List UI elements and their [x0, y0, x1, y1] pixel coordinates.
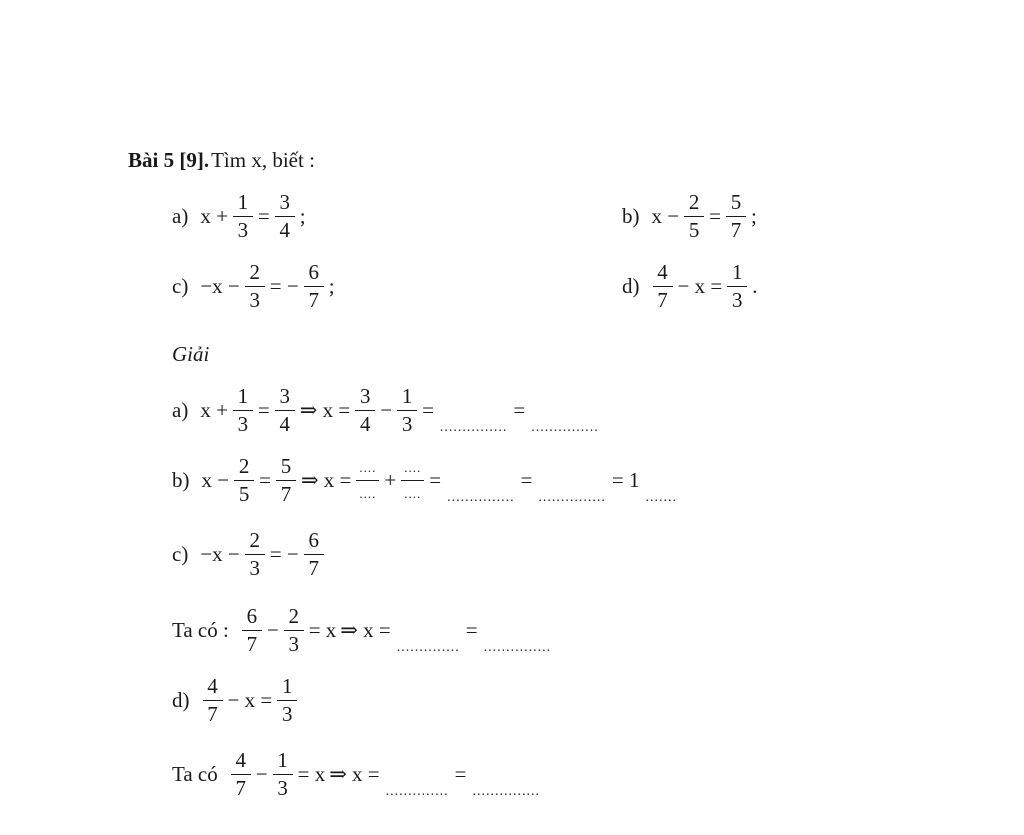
problem-d	[622, 262, 759, 311]
problem-c-label: c)	[172, 274, 189, 298]
exercise-label: Bài 5 [9].	[128, 148, 210, 172]
fraction	[242, 606, 262, 655]
denominator: 7	[235, 776, 247, 800]
fraction	[397, 386, 417, 435]
fraction	[233, 386, 253, 435]
numerator: 1	[273, 750, 293, 775]
expr-term: x +	[200, 398, 228, 422]
denominator: 7	[308, 288, 319, 312]
solution-d-step	[172, 750, 544, 799]
fraction	[653, 262, 673, 311]
fraction	[727, 262, 747, 311]
answer-blank[interactable]: ...............	[447, 490, 515, 505]
numerator: 1	[233, 386, 253, 411]
blank-fraction[interactable]	[356, 461, 379, 500]
equals-sign: =	[429, 468, 442, 492]
numerator: 6	[242, 606, 262, 631]
denominator: 7	[280, 482, 292, 506]
expr-term: −x −	[200, 274, 240, 298]
ta-co-label: Ta có :	[172, 618, 229, 642]
fraction	[245, 262, 265, 311]
equals-x: = x	[308, 618, 337, 642]
solution-d	[172, 676, 300, 725]
numerator: 3	[275, 192, 295, 217]
fraction	[284, 606, 304, 655]
punctuation: ;	[750, 204, 757, 228]
solution-c-label: c)	[172, 542, 189, 566]
expr-term: x −	[201, 468, 230, 492]
fraction	[233, 192, 253, 241]
denominator: 4	[279, 218, 291, 242]
problem-c	[172, 262, 337, 311]
numerator: 3	[275, 386, 295, 411]
equals-sign: =	[257, 398, 270, 422]
fraction	[277, 676, 297, 725]
expr-term: x −	[651, 204, 680, 228]
numerator: 5	[276, 456, 296, 481]
fraction	[276, 456, 296, 505]
numerator: 2	[245, 530, 265, 555]
denominator: 3	[401, 412, 413, 436]
denominator: 7	[657, 288, 668, 312]
punctuation: .	[752, 274, 758, 298]
equals-one: = 1	[611, 468, 640, 492]
fraction	[203, 676, 223, 725]
denominator: 3	[237, 218, 249, 242]
expr-term: − x =	[227, 688, 273, 712]
solution-d-label: d)	[172, 688, 190, 712]
solution-a	[172, 386, 603, 435]
implies-expr: ⇒ x =	[329, 762, 380, 786]
numerator: 2	[684, 192, 704, 217]
answer-blank[interactable]: ..............	[396, 640, 460, 655]
numerator: 6	[304, 262, 324, 287]
numerator: 1	[277, 676, 297, 701]
problem-a	[172, 192, 308, 241]
fraction	[726, 192, 746, 241]
equals-x: = x	[297, 762, 326, 786]
answer-blank[interactable]: ...............	[531, 420, 599, 435]
problem-a-label: a)	[172, 204, 189, 228]
denominator: 3	[281, 702, 293, 726]
denominator: 3	[249, 556, 261, 580]
answer-blank[interactable]: ...............	[483, 640, 552, 655]
ta-co-label: Ta có	[172, 762, 218, 786]
numerator: 4	[653, 262, 673, 287]
equals-sign: =	[422, 398, 434, 422]
solution-title: Giải	[172, 342, 210, 366]
numerator: 1	[233, 192, 253, 217]
expr-term: −x −	[200, 542, 240, 566]
denominator: 7	[207, 702, 218, 726]
answer-blank[interactable]: ...............	[538, 490, 606, 505]
solution-b-label: b)	[172, 468, 190, 492]
denominator: 7	[246, 632, 258, 656]
fraction	[304, 530, 324, 579]
fraction	[231, 750, 251, 799]
denominator: ....	[404, 486, 422, 501]
numerator: 1	[397, 386, 417, 411]
equals-sign: =	[465, 618, 478, 642]
equals-sign: =	[513, 398, 526, 422]
implies-expr: ⇒ x =	[299, 398, 351, 422]
denominator: 4	[279, 412, 291, 436]
numerator: 2	[234, 456, 254, 481]
denominator: 3	[277, 776, 288, 800]
minus-sign: −	[380, 398, 393, 422]
equals-sign: =	[520, 468, 533, 492]
solution-b	[172, 456, 681, 505]
problem-b-label: b)	[622, 204, 640, 228]
answer-blank[interactable]: ..............	[385, 784, 449, 799]
expr-term: x +	[200, 204, 228, 228]
solution-a-label: a)	[172, 398, 189, 422]
fraction	[275, 192, 295, 241]
equals-sign: =	[454, 762, 467, 786]
problem-d-label: d)	[622, 274, 640, 298]
minus-sign: −	[255, 762, 268, 786]
equals-sign: =	[257, 204, 270, 228]
implies-expr: ⇒ x =	[300, 468, 352, 492]
equals-sign: = −	[269, 542, 299, 566]
punctuation: ;	[299, 204, 306, 228]
numerator: 2	[245, 262, 265, 287]
denominator: 7	[730, 218, 742, 242]
numerator: 3	[355, 386, 375, 411]
plus-sign: +	[384, 468, 397, 492]
solution-c-step	[172, 606, 555, 655]
exercise-instruction: Tìm x, biết :	[211, 148, 315, 172]
fraction	[234, 456, 254, 505]
numerator: ....	[356, 461, 379, 481]
denominator: ....	[359, 486, 377, 501]
blank-fraction[interactable]	[401, 461, 424, 500]
fraction	[275, 386, 295, 435]
fraction	[355, 386, 375, 435]
problem-b	[622, 192, 759, 241]
fraction	[684, 192, 704, 241]
numerator: 1	[727, 262, 747, 287]
solution-c	[172, 530, 327, 579]
denominator: 3	[237, 412, 249, 436]
expr-term: − x =	[677, 274, 723, 298]
answer-blank[interactable]: ...............	[439, 420, 508, 435]
fraction	[304, 262, 324, 311]
denominator: 4	[359, 412, 371, 436]
numerator: 6	[304, 530, 324, 555]
exercise-heading	[128, 150, 317, 171]
numerator: ....	[401, 461, 424, 481]
denominator: 3	[731, 288, 743, 312]
numerator: 2	[284, 606, 304, 631]
answer-blank[interactable]: .......	[645, 490, 678, 505]
equals-sign: = −	[269, 274, 299, 298]
numerator: 5	[726, 192, 746, 217]
denominator: 3	[249, 288, 261, 312]
fraction	[245, 530, 265, 579]
denominator: 3	[288, 632, 299, 656]
implies-expr: ⇒ x =	[340, 618, 391, 642]
denominator: 5	[688, 218, 700, 242]
denominator: 5	[238, 482, 250, 506]
answer-blank[interactable]: ...............	[472, 784, 540, 799]
numerator: 4	[203, 676, 223, 701]
equals-sign: =	[259, 468, 271, 492]
fraction	[273, 750, 293, 799]
minus-sign: −	[266, 618, 279, 642]
punctuation: ;	[328, 274, 335, 298]
denominator: 7	[308, 556, 319, 580]
numerator: 4	[231, 750, 251, 775]
equals-sign: =	[709, 204, 721, 228]
